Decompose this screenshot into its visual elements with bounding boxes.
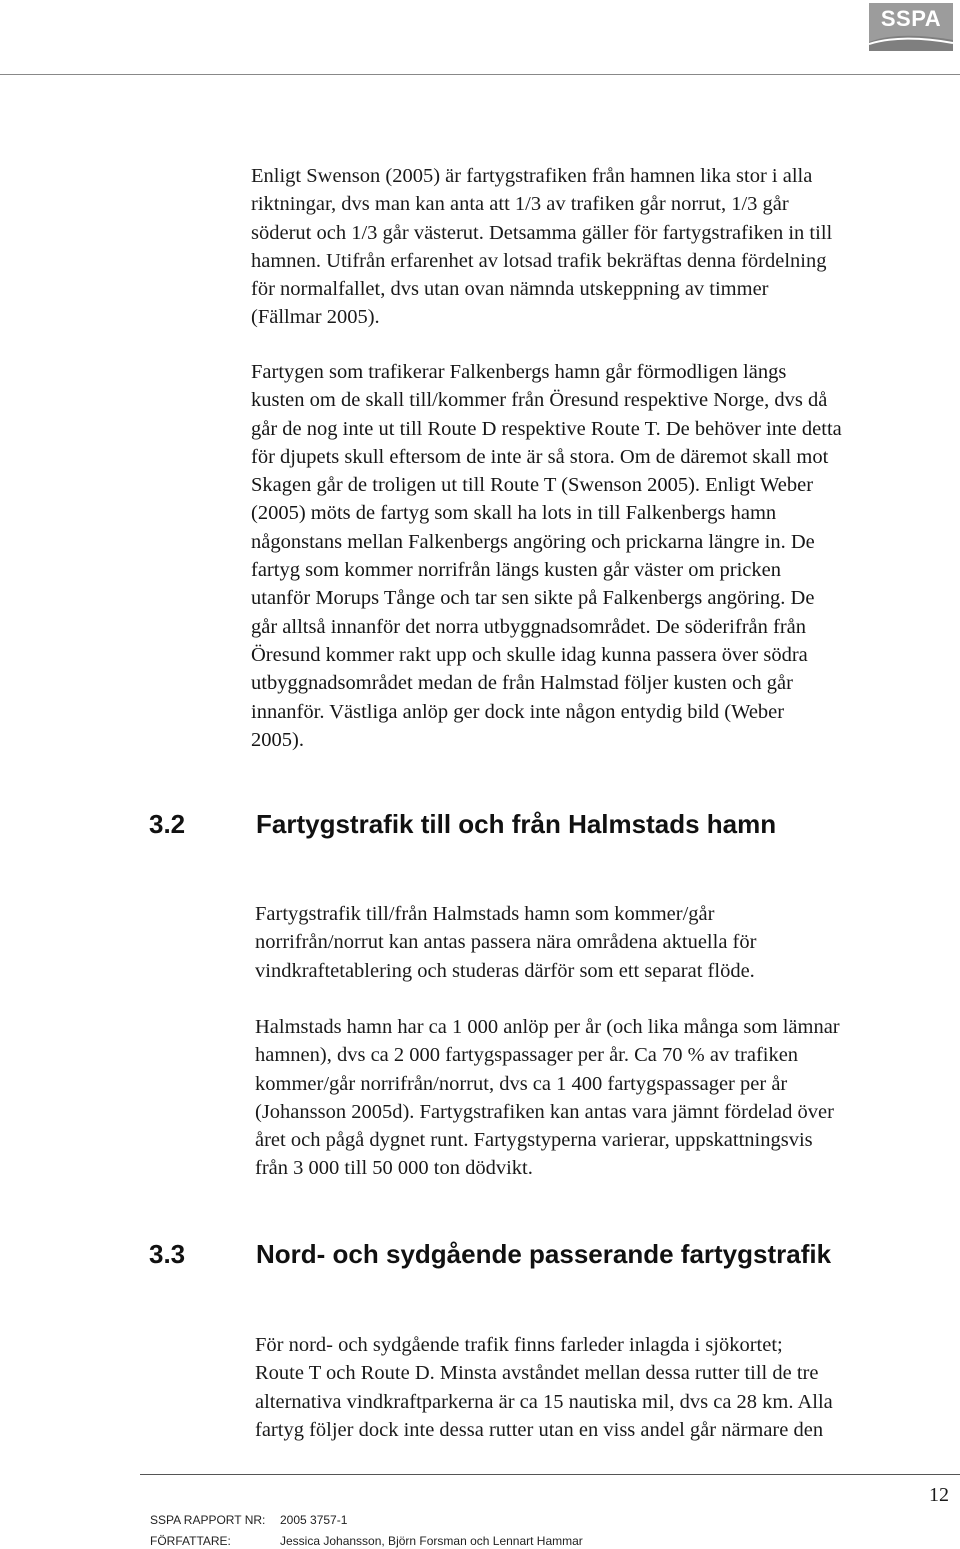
text-line: riktningar, dvs man kan anta att 1/3 av trafiken går norrut, 1/3 går [251,193,789,216]
text-line: innanför. Västliga anlöp ger dock inte någon entydig bild (Weber [251,700,785,723]
text-line: året och pågå dygnet runt. Fartygstyperna varierar, uppskattningsvis [255,1129,813,1152]
logo-text: SSPA [880,6,942,31]
section-number-3-3: 3.3 [149,1239,186,1269]
text-line: (2005) möts de fartyg som skall ha lots in till Falkenbergs hamn [251,502,777,525]
paragraph-halmstad-anlop [255,1013,840,1183]
sspa-logo [869,3,953,51]
text-line: Fartygen som trafikerar Falkenbergs hamn går förmodligen längs [251,361,787,383]
text-line: utanför Morups Tånge och tar sen sikte på Falkenbergs angöring. De [251,587,815,610]
paragraph-halmstad-flode [255,900,756,985]
paragraph-falkenbergs-hamn [251,358,842,754]
text-line: alternativa vindkraftparkerna är ca 15 nautiska mil, dvs ca 28 km. Alla [255,1390,833,1413]
text-line: Skagen går de troligen ut till Route T (Swenson 2005). Enligt Weber [251,474,814,497]
text-line: (Fällmar 2005). [251,306,380,329]
text-line: hamnen. Utifrån erfarenhet av lotsad trafik bekräftas denna fördelning [251,249,827,272]
text-line: Enligt Swenson (2005) är fartygstrafiken från hamnen lika stor i alla [251,165,813,187]
section-title-3-2: Fartygstrafik till och från Halmstads hamn [256,809,777,839]
section-title-3-3: Nord- och sydgående passerande fartygstrafik [256,1239,832,1269]
text-line: norrifrån/norrut kan antas passera nära områdena aktuella för [255,931,757,954]
text-line: från 3 000 till 50 000 ton dödvikt. [255,1157,533,1180]
logo-swoosh-icon [869,30,953,51]
text-line: Fartygstrafik till/från Halmstads hamn som kommer/går [255,903,715,925]
text-line: fartyg som kommer norrifrån längs kusten går väster om pricken [251,559,781,582]
text-line: För nord- och sydgående trafik finns farleder inlagda i sjökortet; [255,1334,783,1356]
text-line: Öresund kommer rakt upp och skulle idag kunna passera över södra [251,643,808,666]
author-label: FÖRFATTARE: [150,1534,231,1548]
text-line: Route T och Route D. Minsta avståndet mellan dessa rutter till de tre [255,1362,819,1385]
report-number-label: SSPA RAPPORT NR: [150,1513,266,1527]
text-line: 2005). [251,728,304,751]
text-line: (Johansson 2005d). Fartygstrafiken kan antas vara jämnt fördelad över [255,1100,834,1123]
report-number-value: 2005 3757-1 [280,1513,348,1527]
footer-divider [140,1474,960,1475]
text-line: går alltså innanför det norra utbyggnadsområdet. De söderifrån från [251,615,807,638]
text-line: vindkraftetablering och studeras därför som ett separat flöde. [255,959,755,982]
text-line: hamnen), dvs ca 2 000 fartygspassager per år. Ca 70 % av trafiken [255,1044,799,1067]
text-line: Halmstads hamn har ca 1 000 anlöp per år (och lika många som lämnar [255,1016,840,1038]
section-number-3-2: 3.2 [149,809,186,839]
text-line: för djupets skull eftersom de inte är så stora. Om de däremot skall mot [251,445,829,468]
text-line: söderut och 1/3 går västerut. Detsamma gäller för fartygstrafiken in till [251,221,833,244]
header-divider [0,74,960,75]
author-value: Jessica Johansson, Björn Forsman och Lennart Hammar [280,1534,583,1548]
paragraph-fartygstrafik-riktningar [251,162,832,332]
text-line: går de nog inte ut till Route D respektive Route T. De behöver inte detta [251,417,842,440]
text-line: kommer/går norrifrån/norrut, dvs ca 1 400 fartygspassager per år [255,1072,788,1095]
text-line: utbyggnadsområdet medan de från Halmstad följer kusten och går [251,672,793,695]
text-line: någonstans mellan Falkenbergs angöring och prickarna längre in. De [251,530,815,553]
text-line: kusten om de skall till/kommer från Öresund respektive Norge, dvs då [251,389,828,412]
text-line: fartyg följer dock inte dessa rutter utan en viss andel går närmare den [255,1418,824,1441]
page-number: 12 [929,1484,949,1506]
paragraph-nord-sydgaende [255,1331,833,1444]
text-line: för normalfallet, dvs utan ovan nämnda utskeppning av timmer [251,278,769,301]
